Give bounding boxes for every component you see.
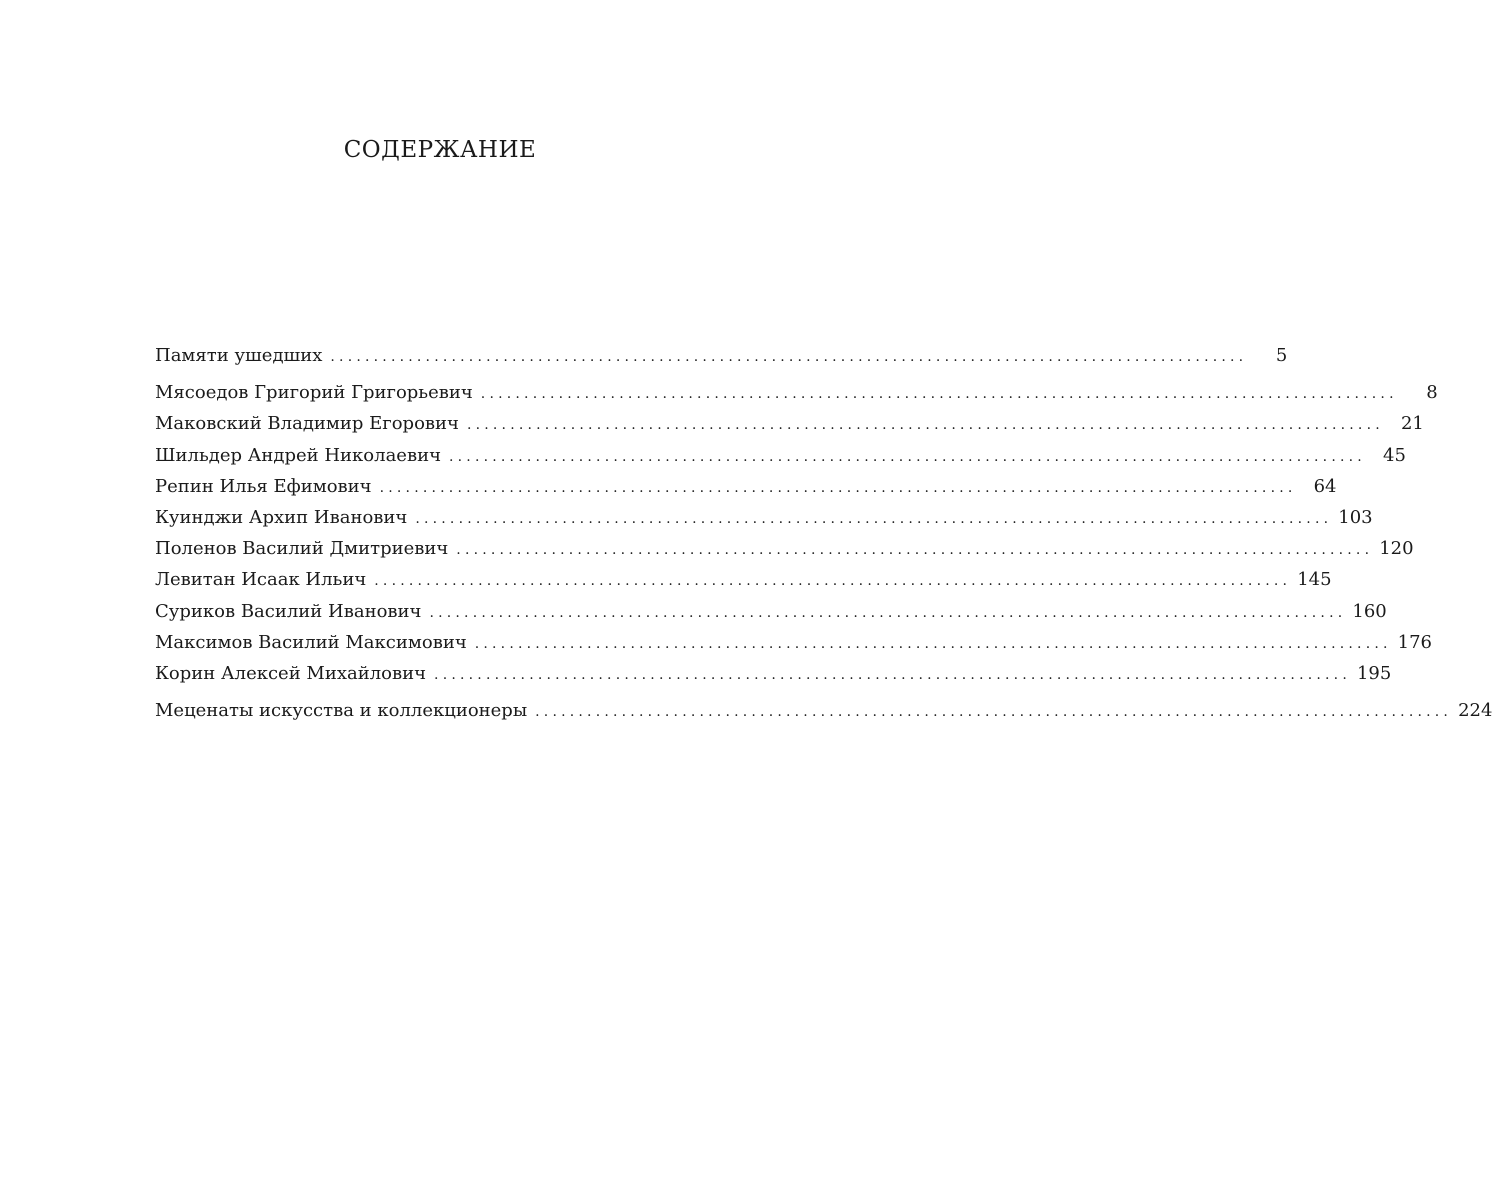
dot-leader: .......................................................................................................... (330, 349, 1248, 365)
toc-page-number: 224 (1458, 700, 1492, 722)
toc-entry-shilder (155, 440, 1406, 471)
toc-entry-kuindzhi (155, 502, 1373, 533)
toc-page-number: 120 (1379, 538, 1414, 560)
toc-entry-surikov (155, 596, 1387, 627)
toc-entry-polenov (155, 533, 1414, 564)
page-title: СОДЕРЖАНИЕ (343, 137, 537, 164)
toc-page-number: 64 (1313, 475, 1337, 497)
dot-leader: .......................................................................................................... (474, 635, 1392, 652)
toc-page-number: 103 (1338, 506, 1373, 528)
dot-leader: .......................................................................................................... (480, 386, 1398, 403)
toc-entry-title: Меценаты искусства и коллекционеры (155, 700, 528, 722)
toc-page-number: 45 (1383, 444, 1406, 466)
toc-page-number: 195 (1356, 662, 1392, 684)
dot-leader: .......................................................................................................... (434, 666, 1351, 683)
toc-entry-title: Памяти ушедших (155, 345, 323, 366)
dot-leader: .......................................................................................................... (429, 604, 1347, 621)
table-of-contents (155, 340, 1492, 726)
toc-entry-title: Маковский Владимир Егорович (155, 413, 459, 435)
dot-leader: .......................................................................................................... (379, 479, 1297, 496)
toc-entry-title: Максимов Василий Максимович (155, 631, 467, 653)
dot-leader: .......................................................................................................... (456, 542, 1374, 559)
toc-page-number: 145 (1297, 569, 1332, 591)
toc-page-number: 8 (1426, 382, 1438, 404)
toc-entry-title: Суриков Василий Иванович (155, 600, 422, 622)
toc-entry-maksimov (155, 627, 1433, 658)
dot-leader: .......................................................................................................... (466, 417, 1384, 434)
toc-page-number: 5 (1275, 345, 1288, 366)
toc-entry-title: Поленов Василий Дмитриевич (155, 538, 449, 560)
toc-entry-pamyati-ushedshikh (155, 340, 1288, 371)
toc-entry-title: Репин Илья Ефимович (155, 475, 372, 497)
toc-entry-title: Левитан Исаак Ильич (155, 569, 367, 591)
toc-page-number: 176 (1397, 631, 1433, 653)
toc-entry-levitan (155, 564, 1332, 595)
toc-entry-myasoedov (155, 377, 1438, 408)
toc-entry-title: Шильдер Андрей Николаевич (155, 444, 441, 466)
toc-entry-title: Мясоедов Григорий Григорьевич (155, 382, 473, 404)
dot-leader: .......................................................................................................... (415, 510, 1333, 527)
toc-entry-title: Куинджи Архип Иванович (155, 506, 408, 528)
toc-entry-title: Корин Алексей Михайлович (155, 662, 427, 684)
toc-entry-metsenaty (155, 695, 1492, 726)
dot-leader: .......................................................................................................... (535, 704, 1453, 721)
toc-entry-repin (155, 471, 1337, 502)
dot-leader: .......................................................................................................... (449, 448, 1366, 465)
toc-entry-makovsky (155, 408, 1424, 439)
toc-page-number: 21 (1400, 413, 1424, 435)
dot-leader: .......................................................................................................... (374, 573, 1292, 590)
toc-entry-korin (155, 658, 1392, 689)
toc-page-number: 160 (1352, 600, 1387, 622)
